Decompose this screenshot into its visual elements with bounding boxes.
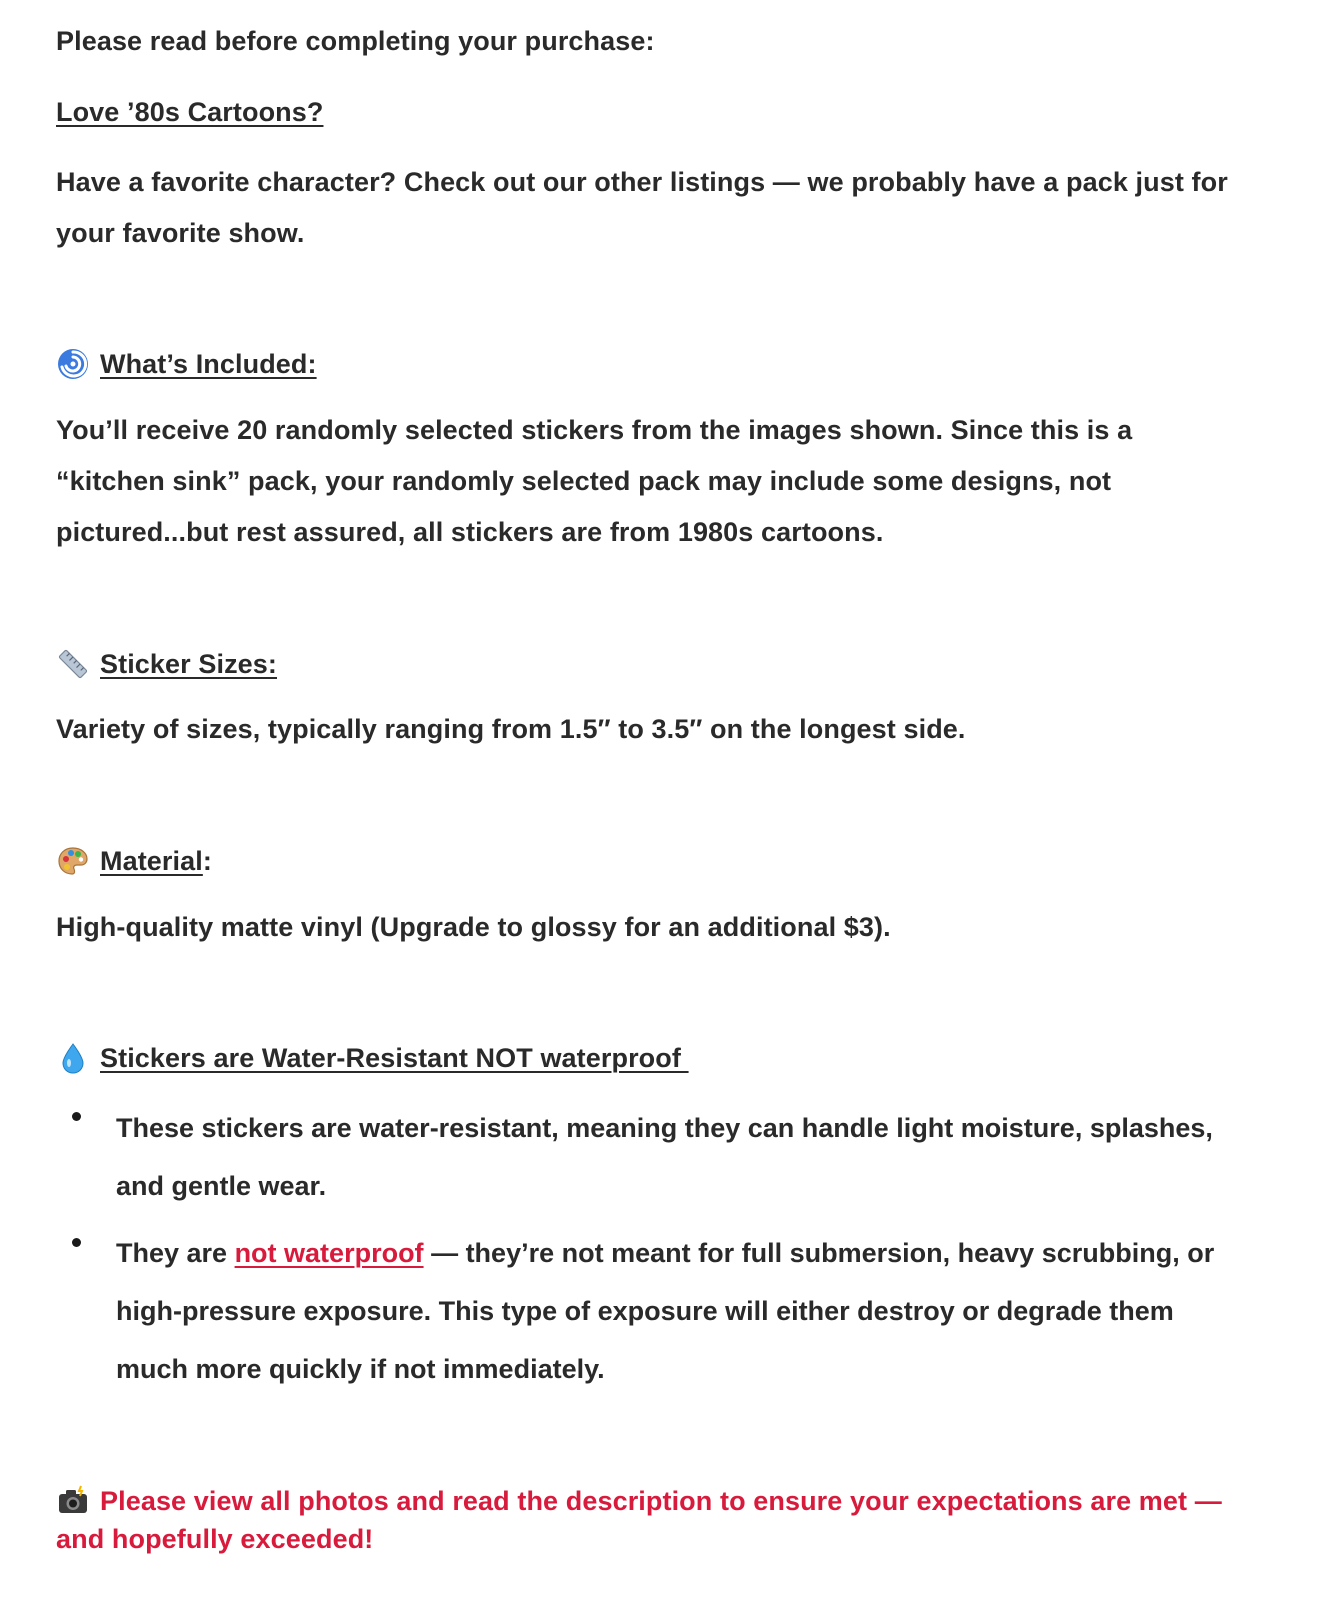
material-heading — [56, 843, 212, 879]
bullet-marker — [72, 1238, 81, 1247]
water-heading — [56, 1040, 689, 1076]
bullet-1-line-1: These stickers are water-resistant, meaning they can handle light moisture, splashes, — [116, 1113, 1213, 1143]
included-text-line-3: pictured...but rest assured, all stickers are from 1980s cartoons. — [56, 517, 884, 547]
sizes-heading-label: Sticker Sizes: — [100, 649, 277, 679]
palette-icon — [56, 844, 90, 878]
bullet-2-prefix: They are — [116, 1238, 235, 1268]
sizes-heading — [56, 646, 277, 682]
cyclone-icon — [56, 347, 90, 381]
included-text-line-1: You’ll receive 20 randomly selected stickers from the images shown. Since this is a — [56, 415, 1133, 445]
ruler-icon — [56, 647, 90, 681]
intro-text: Please read before completing your purchase: — [56, 26, 655, 56]
droplet-icon — [56, 1041, 90, 1075]
bullet-2-suffix: — they’re not meant for full submersion, heavy scrubbing, or — [423, 1238, 1215, 1268]
notice-text-line-2: and hopefully exceeded! — [56, 1524, 374, 1554]
included-heading — [56, 346, 317, 382]
bullet-2-line-3: much more quickly if not immediately. — [116, 1354, 605, 1384]
material-heading-colon: : — [202, 846, 212, 876]
bullet-marker — [72, 1112, 81, 1121]
notice-line-1 — [56, 1483, 1222, 1519]
bullet-2-line-1 — [116, 1235, 1214, 1271]
material-heading-label: Material — [100, 846, 203, 876]
included-heading-label: What’s Included: — [100, 349, 317, 379]
sizes-text: Variety of sizes, typically ranging from 1.5″ to 3.5″ on the longest side. — [56, 714, 966, 744]
notice-text-line-1: Please view all photos and read the description to ensure your expectations are met — — [100, 1486, 1222, 1516]
material-text: High-quality matte vinyl (Upgrade to glossy for an additional $3). — [56, 912, 891, 942]
included-text-line-2: “kitchen sink” pack, your randomly selected pack may include some designs, not — [56, 466, 1112, 496]
bullet-2-line-2: high-pressure exposure. This type of exposure will either destroy or degrade them — [116, 1296, 1174, 1326]
not-waterproof-emphasis: not waterproof — [234, 1238, 424, 1268]
water-heading-label: Stickers are Water-Resistant NOT waterproof — [100, 1043, 689, 1073]
favorite-text-line-2: your favorite show. — [56, 218, 305, 248]
bullet-1-line-2: and gentle wear. — [116, 1171, 327, 1201]
love-cartoons-heading: Love ’80s Cartoons? — [56, 97, 324, 127]
favorite-text-line-1: Have a favorite character? Check out our other listings — we probably have a pack just for — [56, 167, 1228, 197]
camera-flash-icon — [56, 1484, 90, 1518]
